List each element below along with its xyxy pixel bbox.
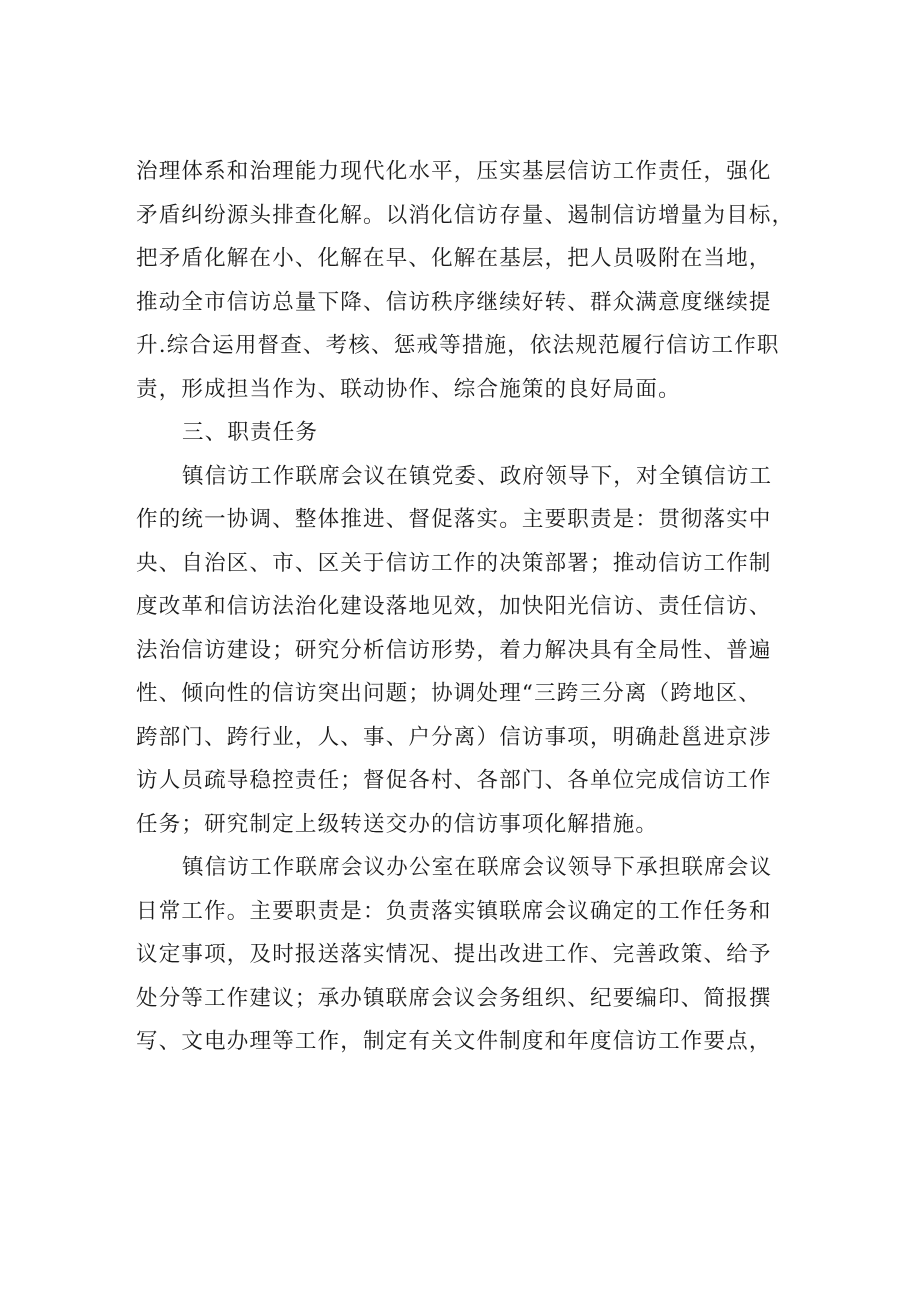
section-heading <box>136 411 788 455</box>
text-line: 日常工作。主要职责是：负责落实镇联席会议确定的工作任务和 <box>136 898 772 924</box>
text-line: 度改革和信访法治化建设落地见效，加快阳光信访、责任信访、 <box>136 594 772 619</box>
text-line: 跨部门、跨行业，人、事、户分离）信访事项，明确赴邕进京涉 <box>136 724 772 750</box>
text-line: 央、自治区、市、区关于信访工作的决策部署；推动信访工作制 <box>136 550 772 576</box>
text-line: 性、倾向性的信访突出问题；协调处理“三跨三分离（跨地区、 <box>136 681 762 706</box>
text-line: 镇信访工作联席会议办公室在联席会议领导下承担联席会议 <box>182 855 773 880</box>
text-line: 访人员疏导稳控责任；督促各村、各部门、各单位完成信访工作 <box>136 768 772 793</box>
text-line: 作的统一协调、整体推进、督促落实。主要职责是：贯彻落实中 <box>136 507 772 532</box>
text-line: 法治信访建设；研究分析信访形势，着力解决具有全局性、普遍 <box>136 637 772 663</box>
text-line: 治理体系和治理能力现代化水平，压实基层信访工作责任，强化 <box>136 159 772 184</box>
text-line: 议定事项，及时报送落实情况、提出改进工作、完善政策、给予 <box>136 942 772 967</box>
text-line: 镇信访工作联席会议在镇党委、政府领导下，对全镇信访工 <box>182 463 773 489</box>
paragraph-1 <box>136 150 795 411</box>
document-body <box>136 150 795 1064</box>
text-line: 处分等工作建议；承办镇联席会议会务组织、纪要编印、简报撰 <box>136 985 772 1011</box>
paragraph-2 <box>136 455 788 847</box>
text-line: 责，形成担当作为、联动协作、综合施策的良好局面。 <box>136 376 681 402</box>
text-line: 矛盾纠纷源头排查化解。以消化信访存量、遏制信访增量为目标， <box>136 202 795 228</box>
section-heading-text: 三、职责任务 <box>182 420 319 445</box>
paragraph-3 <box>136 846 788 1064</box>
text-line: 推动全市信访总量下降、信访秩序继续好转、群众满意度继续提 <box>136 289 772 315</box>
text-line: 升.综合运用督查、考核、惩戒等措施，依法规范履行信访工作职 <box>136 333 780 358</box>
text-line: 任务；研究制定上级转送交办的信访事项化解措施。 <box>136 811 659 837</box>
text-line: 把矛盾化解在小、化解在早、化解在基层，把人员吸附在当地， <box>136 246 772 271</box>
text-line: 写、文电办理等工作，制定有关文件制度和年度信访工作要点， <box>136 1029 772 1054</box>
